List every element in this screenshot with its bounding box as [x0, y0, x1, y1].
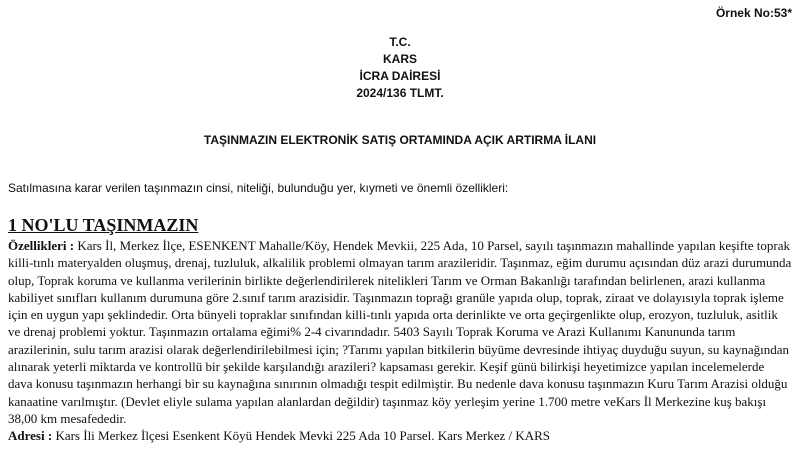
form-number: Örnek No:53* — [715, 6, 792, 20]
intro-text: Satılmasına karar verilen taşınmazın cinsi, niteliği, bulunduğu yer, kıymeti ve önemli özellikleri: — [8, 181, 509, 195]
header-line-tc: T.C. — [389, 35, 411, 49]
document-header — [0, 34, 800, 102]
address-label: Adresi : — [8, 428, 53, 444]
notice-title: TAŞINMAZIN ELEKTRONİK SATIŞ ORTAMINDA AÇIK ARTIRMA İLANI — [203, 133, 597, 147]
address-text: Kars İli Merkez İlçesi Esenkent Köyü Hendek Mevki 225 Ada 10 Parsel. Kars Merkez / KARS — [52, 428, 551, 444]
features-text: Kars İl, Merkez İlçe, ESENKENT Mahalle/Köy, Hendek Mevkii, 225 Ada, 10 Parsel, sayılı taşınmazın mahallinde yapılan keşifte toprak killi-tınlı materyalden oluşmuş, drenaj, tuzluluk, alkalilik problemi olmayan tarım arazileridir. Taşınmaz, eğim durumu açısından düz arazi durumunda olup, Toprak koruma ve kullanma verilerinin birlikte değerlendirilerek nitelikleri Tarım ve Orman Bakanlığı tarafından belirlenen, arazi kullanma kabiliyet sınıfları kullanım durumuna göre 2.sınıf tarım arazisidir. Taşınmazın toprağı granüle yapıda olup, toprak, ziraat ve dolayısıyla toprak işleme için en uygun yapı şeklindedir. Orta bünyeli topraklar sınıfından killi-tınlı yapıda orta derinlikte ve orta geçirgenlikte olup, erozyon, tuzluluk, asitlik ve drenaj problemi yoktur. Taşınmazın ortalama eğimi% 2-4 civarındadır. 5403 Sayılı Toprak Koruma ve Arazi Kullanımı Kanununda tarım arazilerinin, sulu tarım arazisi olarak değerlendirilebilmesi için; ?Tarımı yapılan bitkilerin büyüme devresinde ihtiyaç duyduğu suyun, su kaynağından alınarak yeterli miktarda ve kontrollü bir şekilde karşılandığı arazileri? kapsaması gerekir. Keşif günü bilirkişi heyetimizce yapılan incelemelerde dava konusu taşınmazın herhangi bir su kaynağına sınırının olmadığı tespit edilmiştir. Bu nedenle dava konusu taşınmazın Kuru Tarım Arazisi olduğu kanaatine varılmıştır. (Devlet eliyle sulama yapılan alanlardan değildir) taşınmaz köy yerleşim yerine 1.700 metre veKars İl Merkezine kuş bakışı 38,00 km mesafededir. — [8, 238, 792, 426]
property-section — [8, 214, 792, 445]
property-features — [8, 237, 792, 427]
header-line-city: KARS — [382, 52, 417, 66]
header-line-office: İCRA DAİRESİ — [359, 69, 441, 83]
header-line-file-no: 2024/136 TLMT. — [356, 86, 444, 100]
features-label: Özellikleri : — [8, 238, 75, 253]
property-section-title: 1 NO'LU TAŞINMAZIN — [8, 215, 199, 235]
property-address — [8, 427, 792, 444]
